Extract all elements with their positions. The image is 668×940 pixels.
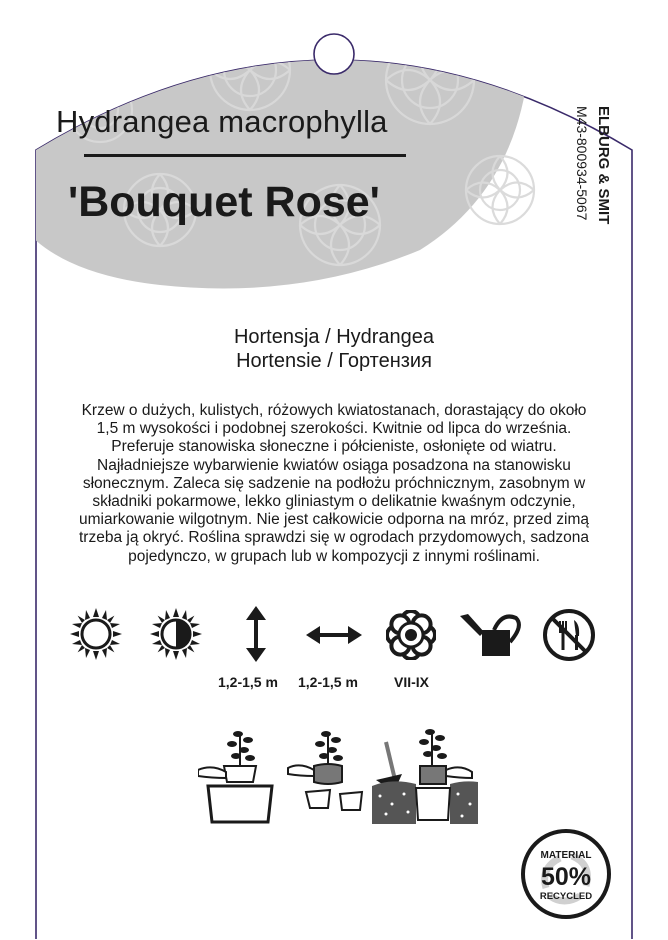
flowering-value: VII-IX (394, 674, 430, 690)
height-arrow-icon (244, 606, 268, 662)
common-names-line-1: Hortensja / Hydrangea (233, 326, 435, 348)
height-value: 1,2-1,5 m (218, 674, 278, 690)
recycled-badge (520, 828, 612, 920)
not-edible-icon (542, 608, 596, 662)
latin-name: Hydrangea macrophylla (56, 104, 388, 139)
cultivar-name: 'Bouquet Rose' (68, 178, 380, 226)
badge-bottom-text: RECYCLED (539, 891, 593, 902)
badge-percent-text: 50% (540, 863, 592, 891)
common-names-line-2: Hortensie / Гортензия (236, 350, 432, 372)
planting-step-2-icon (286, 724, 372, 824)
product-code: M43-800934-5067 (574, 106, 590, 221)
planting-step-1-icon (198, 724, 284, 824)
sun-icon (70, 608, 122, 660)
badge-top-text: MATERIAL (540, 850, 592, 861)
half-shade-icon (150, 608, 202, 660)
flower-icon (386, 610, 436, 660)
title-rule (84, 154, 406, 157)
width-value: 1,2-1,5 m (298, 674, 358, 690)
width-arrow-icon (306, 624, 362, 646)
description: Krzew o dużych, kulistych, różowych kwiatostanach, dorastający do około 1,5 m wysokości i podobnej szerokości. Kwitnie od lipca do września. Preferuje stanowiska słoneczne i półcieniste, osłonięte od wiatru. Najładniejsze wybarwienie kwiatów osiąga posadzona na stanowisku słonecznym. Zaleca się sadzenie na podłożu próchnicznym, zasobnym w składniki pokarmowe, lekko gliniastym o delikatnie kwaśnym odczynie, umiarkowanie wilgotnym. Nie jest całkowicie odporna na mróz, przed zimą trzeba ją okryć. Roślina sprawdzi się w ogrodach przydomowych, sadzona pojedynczo, w grupach lub w kompozycji z innymi roślinami. (78, 402, 589, 565)
brand-name: ELBURG & SMIT (595, 106, 612, 225)
watering-can-icon (458, 612, 524, 658)
hang-hole (314, 34, 354, 74)
planting-step-3-icon (372, 724, 478, 824)
